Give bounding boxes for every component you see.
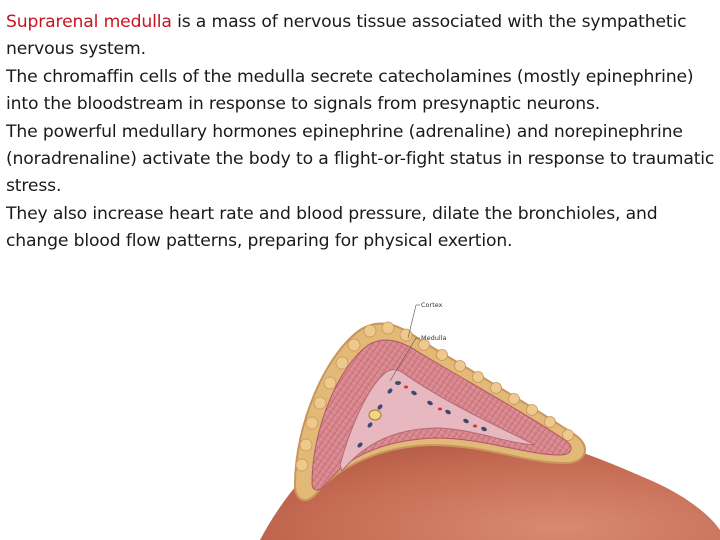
cortex-label: Cortex [421,301,443,309]
central-vein [369,410,381,420]
adrenal-gland-figure [230,295,720,540]
paragraph-4: They also increase heart rate and blood pressure, dilate the bronchioles, and change blood flow patterns, preparing for physical exertion. [6,203,658,252]
paragraph-1 [6,9,718,64]
paragraph-1-text: is a mass of nervous tissue associated with the sympathetic nervous system. [6,12,687,60]
slide-text [6,9,718,256]
adrenal-gland-illustration [230,295,720,540]
paragraph-2: The chromaffin cells of the medulla secrete catecholamines (mostly epinephrine) into the bloodstream in response to signals from presynaptic neurons. [6,66,694,115]
paragraph-3: The powerful medullary hormones epinephrine (adrenaline) and norepinephrine (noradrenaline) activate the body to a flight-or-fight status in response to traumatic stress. [6,121,715,197]
medulla-label: Medulla [421,334,447,342]
highlight-term: Suprarenal medulla [6,12,172,32]
